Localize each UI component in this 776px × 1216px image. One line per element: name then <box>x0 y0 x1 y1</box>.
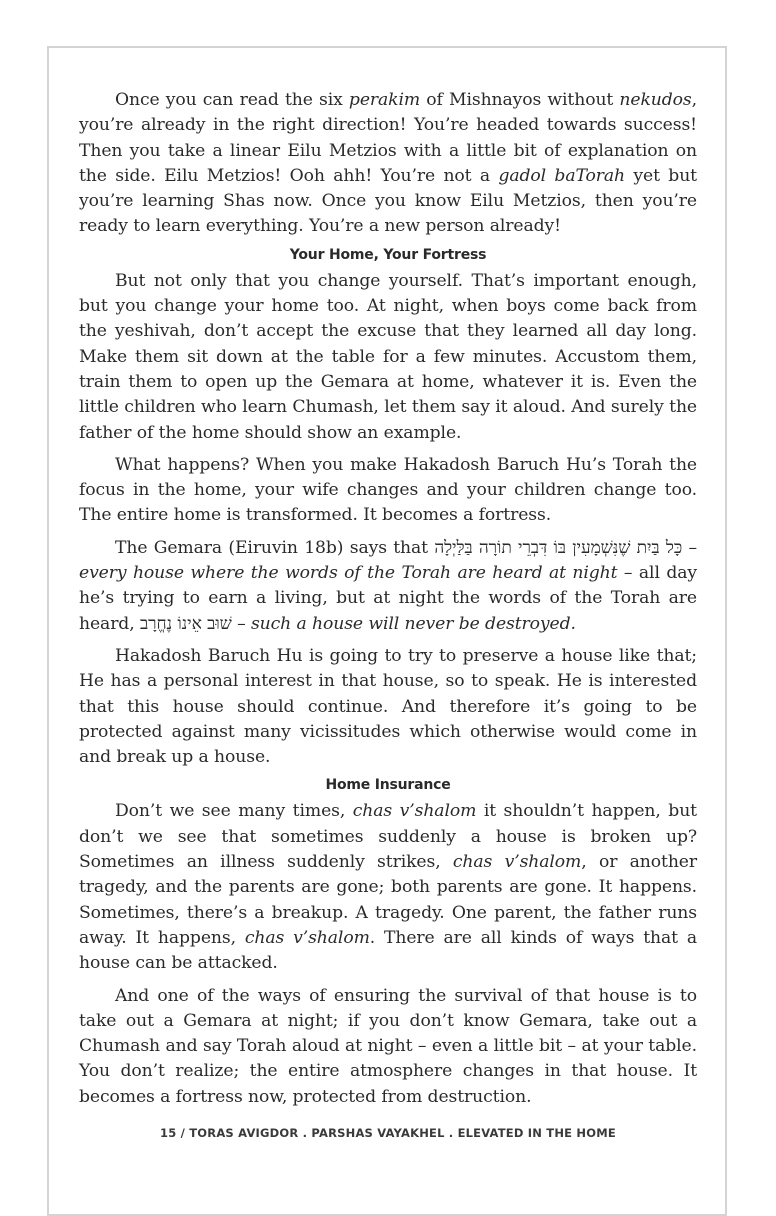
paragraph-1: Once you can read the six perakim of Mishnayos without nekudos, you’re already in the right direction! You’re headed towards success! Then you take a linear Eilu Metzios with a little bit of explanation on the side. Eilu Metzios! Ooh ahh! You’re not a gadol baTorah yet but you’re learning Shas now. Once you know Eilu Metzios, then you’re ready to learn everything. You’re a new person already! <box>79 90 697 237</box>
paragraph-3: What happens? When you make Hakadosh Baruch Hu’s Torah the focus in the home, your wife changes and your children change too. The entire home is transformed. It becomes a fortress. <box>79 454 697 526</box>
paragraph-5: Hakadosh Baruch Hu is going to try to preserve a house like that; He has a personal interest in that house, so to speak. He is interested that this house should continue. And therefore it’s going to be protected against many vicissitudes which otherwise would come in and break up a house. <box>79 645 697 768</box>
section-heading-your-home: Your Home, Your Fortress <box>289 246 487 263</box>
section-heading-home-insurance: Home Insurance <box>325 777 451 794</box>
text-column <box>79 88 697 1117</box>
paragraph-2: But not only that you change yourself. That’s important enough, but you change your home too. At night, when boys come back from the yeshivah, don’t accept the excuse that they learned all day long. Make them sit down at the table for a few minutes. Accustom them, train them to open up the Gemara at home, whatever it is. Even the little children who learn Chumash, let them say it aloud. And surely the father of the home should show an example. <box>79 270 697 443</box>
paragraph-7: And one of the ways of ensuring the survival of that house is to take out a Gemara at night; if you don’t know Gemara, take out a Chumash and say Torah aloud at night – even a little bit – at your table. You don’t realize; the entire atmosphere changes in that house. It becomes a fortress now, protected from destruction. <box>79 985 697 1107</box>
hebrew-quote-2: שׁוּב אֵינוֹ נֶחֱרָב <box>139 613 232 634</box>
paragraph-4: The Gemara (Eiruvin 18b) says that כָּל בַּיִת שֶׁנִּשְׁמָעִין בּוֹ דִּבְרֵי תוֹרָה בַּלַּיְלָה – every house where the words of the Torah are heard at night – all day he’s trying to earn a living, but at night the words of the Torah are heard, שׁוּב אֵינוֹ נֶחֱרָב – such a house will never be destroyed. <box>79 537 697 634</box>
hebrew-quote-1: כָּל בַּיִת שֶׁנִּשְׁמָעִין בּוֹ דִּבְרֵי תוֹרָה בַּלַּיְלָה <box>434 537 683 558</box>
paragraph-6: Don’t we see many times, chas v’shalom it shouldn’t happen, but don’t we see that sometimes suddenly a house is broken up? Sometimes an illness suddenly strikes, chas v’shalom, or another tragedy, and the parents are gone; both parents are gone. It happens. Sometimes, there’s a breakup. A tragedy. One parent, the father runs away. It happens, chas v’shalom. There are all kinds of ways that a house can be attacked. <box>79 801 697 974</box>
page-footer: 15 / TORAS AVIGDOR . PARSHAS VAYAKHEL . ELEVATED IN THE HOME <box>160 1126 616 1140</box>
